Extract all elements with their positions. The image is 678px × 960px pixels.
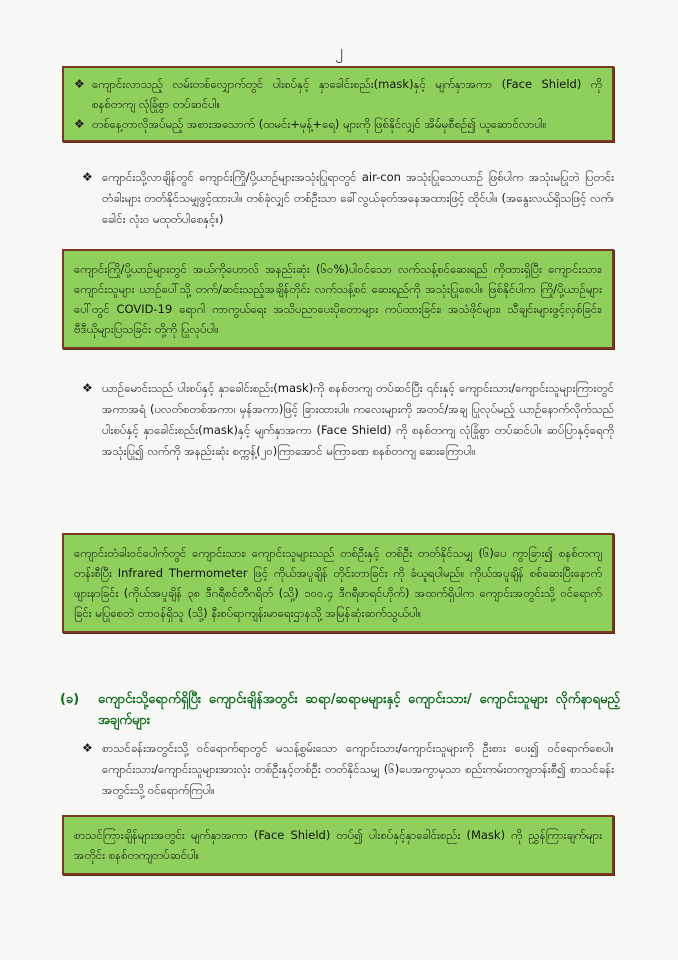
section-number: (ခ) xyxy=(60,692,80,707)
list-item xyxy=(82,378,614,462)
driver-mask-paragraph xyxy=(82,378,614,462)
diamond-bullet-icon: ❖ xyxy=(82,381,93,395)
list-item-text: ကျောင်းလာသည့် လမ်းတစ်လျှောက်တွင် ပါးစပ်နှင့် နှာခေါင်းစည်း(mask)နှင့် မျက်နှာအကာ (Face Shield) ကို စနစ်တကျ လုံခြုံစွာ တပ်ဆင်ပါ။ xyxy=(92,77,602,111)
list-item xyxy=(74,74,602,114)
section-title: ကျောင်းသို့ရောက်ရှိပြီး ကျောင်းချိန်အတွင်း ဆရာ/ဆရာမများနှင့် ကျောင်းသား/ ကျောင်းသူများ လိုက်နာရမည့်အချက်များ xyxy=(98,692,620,728)
list-item xyxy=(74,114,602,134)
list-item xyxy=(82,738,614,801)
list-item-text: စာသင်ခန်းအတွင်းသို့ ဝင်ရောက်ရာတွင် မသန့်စွမ်းသော ကျောင်းသား/ကျောင်းသူများကို ဦးစား ပေး၍ ဝင်ရောက်စေပါ။ ကျောင်းသား/ကျောင်းသူများအားလုံး တစ်ဦးနှင့်တစ်ဦး တတ်နိုင်သမျှ (၆)ပေအကွာမှသာ စည်းကမ်းတကျတန်းစီ၍ စာသင်ခန်းအတွင်းသို့ ဝင်ရောက်ကြပါ။ xyxy=(102,741,614,797)
temperature-check-box xyxy=(62,533,614,633)
list-item-text: ကျောင်းသို့လာချိန်တွင် ကျောင်းကြို/ပို့ယာဉ်များအသုံးပြုရာတွင် air-con အသုံးပြုသောယာဉ် ဖြစ်ပါက အသုံးမပြုဘဲ ပြတင်းတံခါးများ တတ်နိုင်သမျှဖွင့်ထားပါ။ တစ်ခုံလျှင် တစ်ဦးသာ ခေါ်လွယ်ခုတ်အနေအထားဖြင့် ထိုင်ပါ။ (အနွေးလယ်ရှိသဖြင့် လက်၊ ခေါင်း လုံးဝ မထုတ်ပါစေနှင့်။) xyxy=(102,170,614,226)
list-item-text: ယာဉ်မောင်းသည် ပါးစပ်နှင့် နှာခေါင်းစည်း(mask)ကို စနစ်တကျ တပ်ဆင်ပြီး ၎င်းနှင့် ကျောင်းသား/ကျောင်းသူများကြားတွင် အကာအရံ (ပလတ်စတစ်အကာ၊ မှန်အကာ)ဖြင့် ခြားထားပါ။ ကလေးများကို အတင်/အချ ပြုလုပ်မည့် ယာဉ်နောက်လိုက်သည် ပါးစပ်နှင့် နှာခေါင်းစည်း(mask)နှင့် မျက်နှာအကာ (Face Shield) ကို စနစ်တကျ လုံခြုံစွာ တပ်ဆင်ပါ။ ဆပ်ပြာနှင့်ရေကို အသုံးပြု၍ လက်ကို အနည်းဆုံး စက္ကန့်(၂၀)ကြာအောင် မကြာခဏ စနစ်တကျ ဆေးကြောပါ။ xyxy=(102,381,614,458)
diamond-bullet-icon: ❖ xyxy=(82,741,93,755)
box-text: ကျောင်းတံခါးဝင်ပေါက်တွင် ကျောင်းသား၊ ကျောင်းသူများသည် တစ်ဦးနှင့် တစ်ဦး တတ်နိုင်သမျှ (၆)ပေ ကွာခြား၍ စနစ်တကျ တန်းစီပြီး Infrared Thermometer ဖြင့် ကိုယ်အပူချိန် တိုင်းတာခြင်း ကို ခံယူရပါမည်။ ကိုယ်အပူချိန် စစ်ဆေးပြီးနောက် ဖျားနာခြင်း (ကိုယ်အပူချိန် ၃၈ ဒီဂရီစင်တီဂရိတ် (သို့) ၁၀၀.၄ ဒီဂရီဖာရင်ဟိုက်) အထက်ရှိပါက ကျောင်းအတွင်းသို့ ဝင်ရောက်ခြင်း မပြုစေဘဲ တာဝန်ရှိသူ (သို့) နီးစပ်ရာကျန်းမာရေးဌာနသို့ အမြန်ဆုံးဆက်သွယ်ပါ။ xyxy=(74,546,602,620)
page-number: ၂ xyxy=(335,41,343,60)
box-text: စာသင်ကြားချိန်များအတွင်း မျက်နှာအကာ (Face Shield) တပ်၍ ပါးစပ်နှင့်နှာခေါင်းစည်း (Mask) ကို ညွှန်ကြားချက်များအတိုင်း စနစ်တကျတပ်ဆင်ပါ။ xyxy=(74,828,602,862)
guideline-box-masks-food xyxy=(62,66,614,142)
list-item-text: တစ်နေ့တာလိုအပ်မည့် အစားအသောက် (ထမင်း+မုန့်+ရေ) များကို ဖြစ်နိုင်လျှင် အိမ်မှစီစဉ်၍ ယူဆောင်လာပါ။ xyxy=(92,117,547,131)
hand-sanitizer-box xyxy=(62,249,614,349)
box-text: ကျောင်းကြို/ပို့ယာဉ်များတွင် အယ်ကိုဟောလ် အနည်းဆုံး (၆၀%)ပါဝင်သော လက်သန့်စင်ဆေးရည် ကိုထားရှိပြီး ကျောင်းသား၊ ကျောင်းသူများ ယာဉ်ပေါ်သို့ တက်/ဆင်းသည့်အချိန်တိုင်း လက်သန့်စင် ဆေးရည်ကို အသုံးပြုစေပါ။ ဖြစ်နိုင်ပါက ကြို/ပို့ယာဉ်များပေါ်တွင် COVID-19 ရောဂါ ကာကွယ်ရေး အသိပညာပေးပိုစတာများ ကပ်ထားခြင်း၊ အသံဖိုင်များ၊ သီချင်းများဖွင့်လှစ်ခြင်း၊ ဗီဒီယိုများပြသခြင်း တို့ကို ပြုလုပ်ပါ။ xyxy=(74,262,602,336)
diamond-bullet-icon: ❖ xyxy=(74,117,85,131)
face-shield-box xyxy=(62,815,614,875)
diamond-bullet-icon: ❖ xyxy=(82,170,93,184)
section-heading xyxy=(60,689,620,731)
school-bus-aircon-paragraph xyxy=(82,167,614,230)
classroom-entry-paragraph xyxy=(82,738,614,801)
list-item xyxy=(82,167,614,230)
diamond-bullet-icon: ❖ xyxy=(74,77,85,91)
